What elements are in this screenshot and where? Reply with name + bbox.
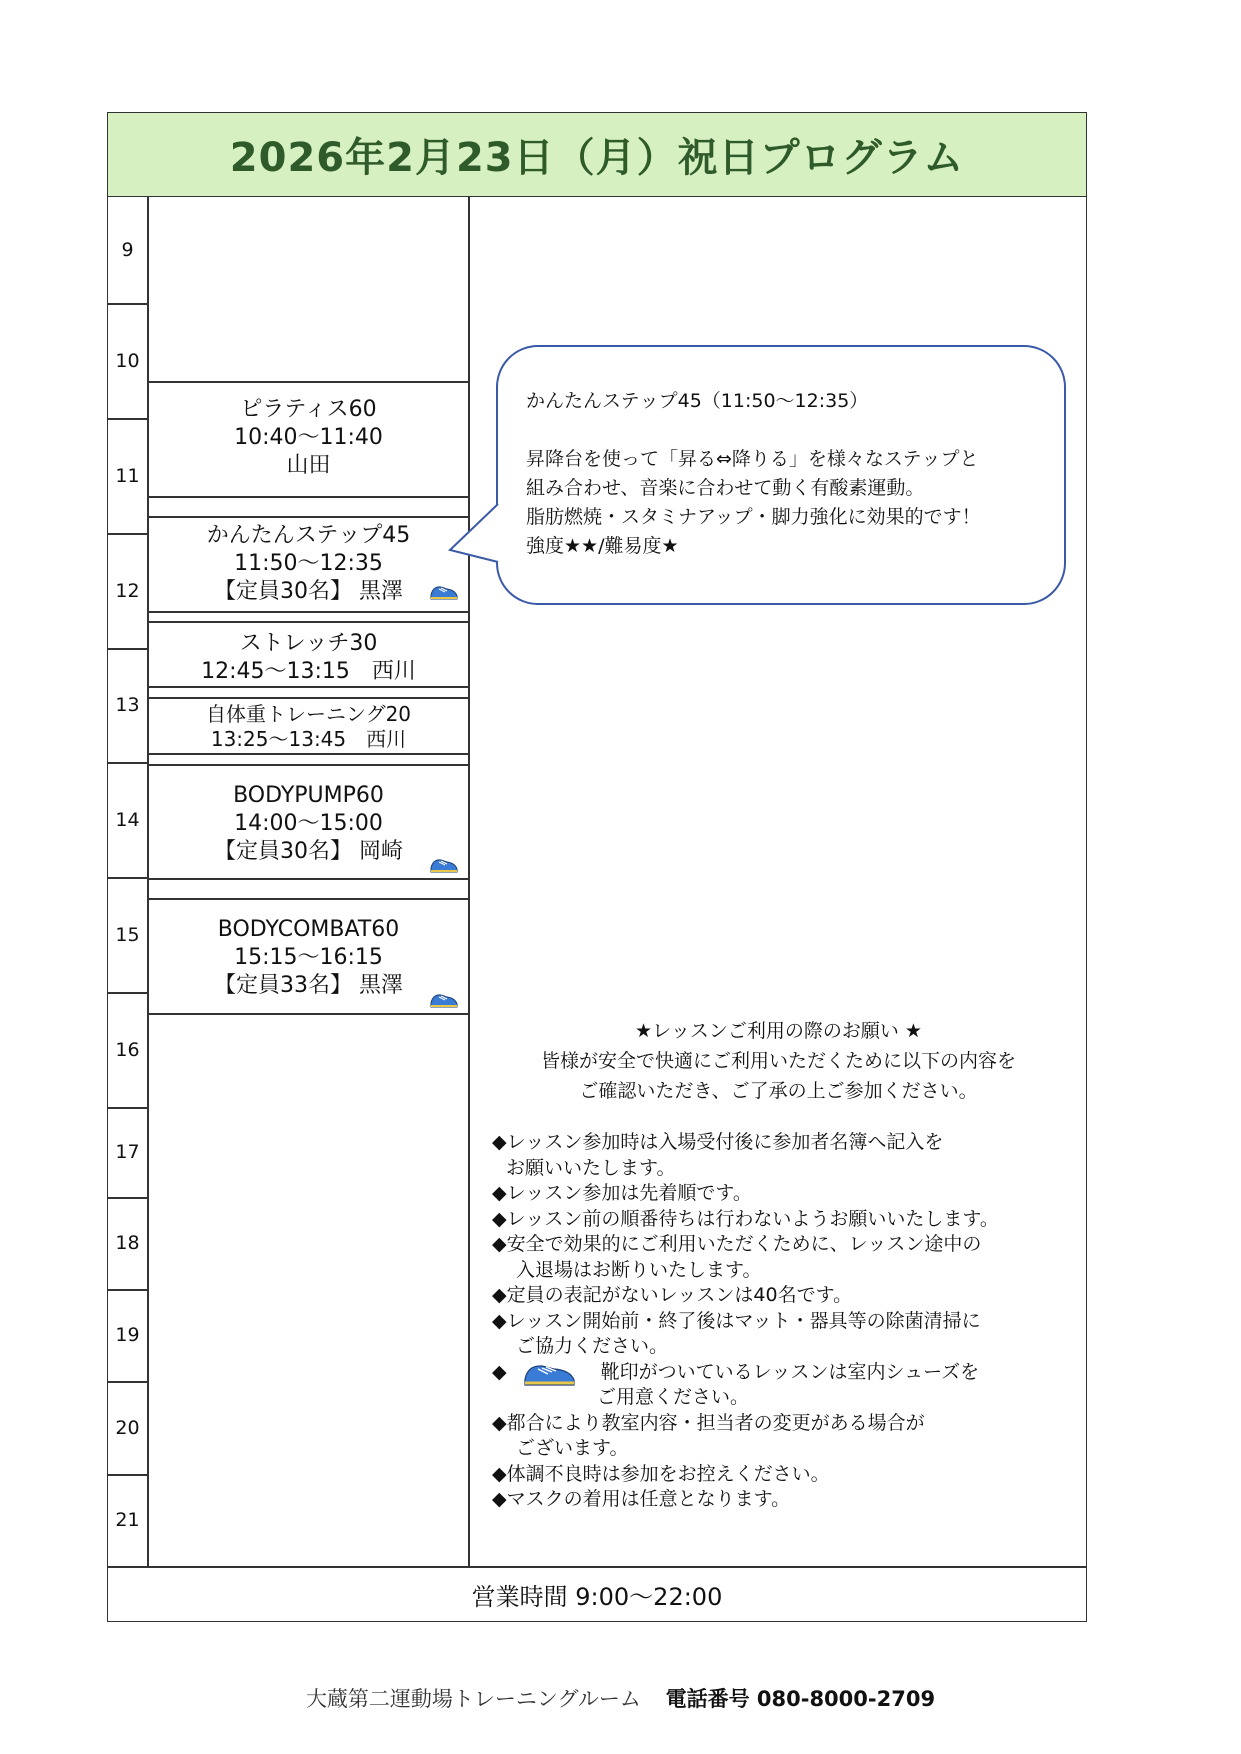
- class-border: [148, 496, 469, 498]
- facility-name: 大蔵第二運動場トレーニングルーム: [305, 1687, 641, 1711]
- class-stretch: [148, 630, 469, 686]
- class-name: 自体重トレーニング20: [205, 702, 412, 726]
- list-item: ◆体調不良時は参加をお控えください。: [492, 1462, 830, 1485]
- list-item: ◆レッスン参加時は入場受付後に参加者名簿へ記入を: [492, 1131, 944, 1153]
- class-border: [148, 764, 469, 766]
- hour-label: 18: [115, 1232, 140, 1254]
- hour-label: 16: [115, 1038, 140, 1061]
- class-name: ピラティス60: [240, 397, 377, 422]
- bubble-title: かんたんステップ45（11:50～12:35）: [526, 390, 869, 412]
- list-item: ご用意ください。: [597, 1386, 750, 1408]
- list-item: ◆レッスン参加は先着順です。: [492, 1182, 752, 1204]
- class-time: 14:00～15:00: [234, 811, 383, 836]
- list-item: [492, 1360, 999, 1386]
- bubble-line: 組み合わせ、音楽に合わせて動く有酸素運動。: [526, 477, 925, 499]
- class-capacity-instructor: 【定員30名】 黒澤: [214, 579, 403, 604]
- class-border: [148, 697, 469, 699]
- page-title: 2026年2月23日（月）祝日プログラム: [229, 135, 965, 181]
- list-item: ◆定員の表記がないレッスンは40名です。: [492, 1284, 853, 1306]
- notes-header: [470, 1016, 1087, 1106]
- class-bodypump: [148, 782, 469, 866]
- class-time: 15:15～16:15: [234, 945, 383, 970]
- bubble-line: 昇降台を使って「昇る⇔降りる」を様々なステップと: [526, 448, 979, 470]
- list-item: お願いいたします。: [506, 1156, 676, 1179]
- hour-label: 15: [115, 923, 140, 946]
- list-item: ◆マスクの着用は任意となります。: [492, 1488, 791, 1510]
- class-border: [148, 753, 469, 755]
- schedule-header: [107, 112, 1087, 197]
- shoe-icon: [429, 853, 459, 875]
- class-border: [148, 686, 469, 688]
- class-time-instructor: 13:25～13:45 西川: [210, 727, 407, 751]
- list-item: ◆レッスン前の順番待ちは行わないようお願いいたします。: [492, 1207, 999, 1230]
- bubble-pointer: [448, 500, 500, 570]
- class-pilates: [148, 396, 469, 480]
- business-hours: 営業時間 9:00～22:00: [471, 1583, 723, 1611]
- class-instructor: 山田: [286, 453, 331, 478]
- class-time: 11:50～12:35: [234, 551, 383, 576]
- hour-label: 17: [115, 1141, 140, 1163]
- hour-label: 12: [115, 579, 140, 602]
- class-easy-step: [148, 522, 469, 606]
- hour-label: 10: [115, 349, 140, 372]
- class-border: [148, 898, 469, 900]
- class-capacity-instructor: 【定員30名】 岡崎: [214, 839, 403, 864]
- bullet: ◆: [492, 1360, 507, 1383]
- hour-label: 21: [115, 1509, 140, 1531]
- list-item: ◆安全で効果的にご利用いただくために、レッスン途中の: [492, 1233, 982, 1255]
- shoe-note: 靴印がついているレッスンは室内シューズを: [600, 1360, 980, 1383]
- list-item: ご協力ください。: [516, 1335, 669, 1357]
- class-capacity-instructor: 【定員33名】 黒澤: [214, 973, 403, 998]
- shoe-icon: [522, 1356, 578, 1390]
- class-name: BODYPUMP60: [233, 783, 384, 808]
- class-name: かんたんステップ45: [206, 523, 411, 548]
- contact-line: [0, 1683, 1241, 1713]
- bubble-text: [526, 387, 981, 561]
- bubble-line: 強度★★/難易度★: [526, 535, 679, 557]
- hour-label: 11: [115, 464, 140, 487]
- class-border: [148, 621, 469, 623]
- class-border: [148, 516, 469, 518]
- hour-label: 20: [115, 1416, 140, 1439]
- notes-title: ★レッスンご利用の際のお願い ★: [635, 1020, 922, 1042]
- phone-number: 電話番号 080-8000-2709: [665, 1687, 936, 1711]
- list-item: 入退場はお断りいたします。: [516, 1258, 762, 1281]
- class-description-bubble: [496, 345, 1066, 605]
- hour-label: 13: [115, 694, 140, 716]
- notes-intro: ご確認いただき、ご了承の上ご参加ください。: [579, 1080, 978, 1102]
- class-name: ストレッチ30: [239, 631, 378, 656]
- class-border: [148, 1013, 469, 1015]
- list-item: ございます。: [516, 1437, 629, 1459]
- shoe-icon: [429, 580, 459, 602]
- class-bodyweight: [148, 702, 469, 752]
- class-time-instructor: 12:45～13:15 西川: [201, 659, 416, 684]
- hour-label: 9: [121, 239, 134, 261]
- notes-intro: 皆様が安全で快適にご利用いただくために以下の内容を: [540, 1050, 1016, 1072]
- class-border: [148, 878, 469, 880]
- class-border: [148, 381, 469, 383]
- shoe-icon: [429, 988, 459, 1010]
- bubble-line: 脂肪燃焼・スタミナアップ・脚力強化に効果的です！: [526, 506, 981, 528]
- hour-label: 19: [115, 1324, 140, 1346]
- list-item: ◆都合により教室内容・担当者の変更がある場合が: [492, 1411, 925, 1434]
- hour-label: 14: [115, 808, 140, 831]
- class-bodycombat: [148, 916, 469, 1000]
- class-time: 10:40～11:40: [234, 425, 383, 450]
- notes-list: [492, 1130, 999, 1513]
- class-name: BODYCOMBAT60: [217, 917, 400, 942]
- list-item: ◆レッスン開始前・終了後はマット・器具等の除菌清掃に: [492, 1309, 981, 1332]
- class-border: [148, 611, 469, 613]
